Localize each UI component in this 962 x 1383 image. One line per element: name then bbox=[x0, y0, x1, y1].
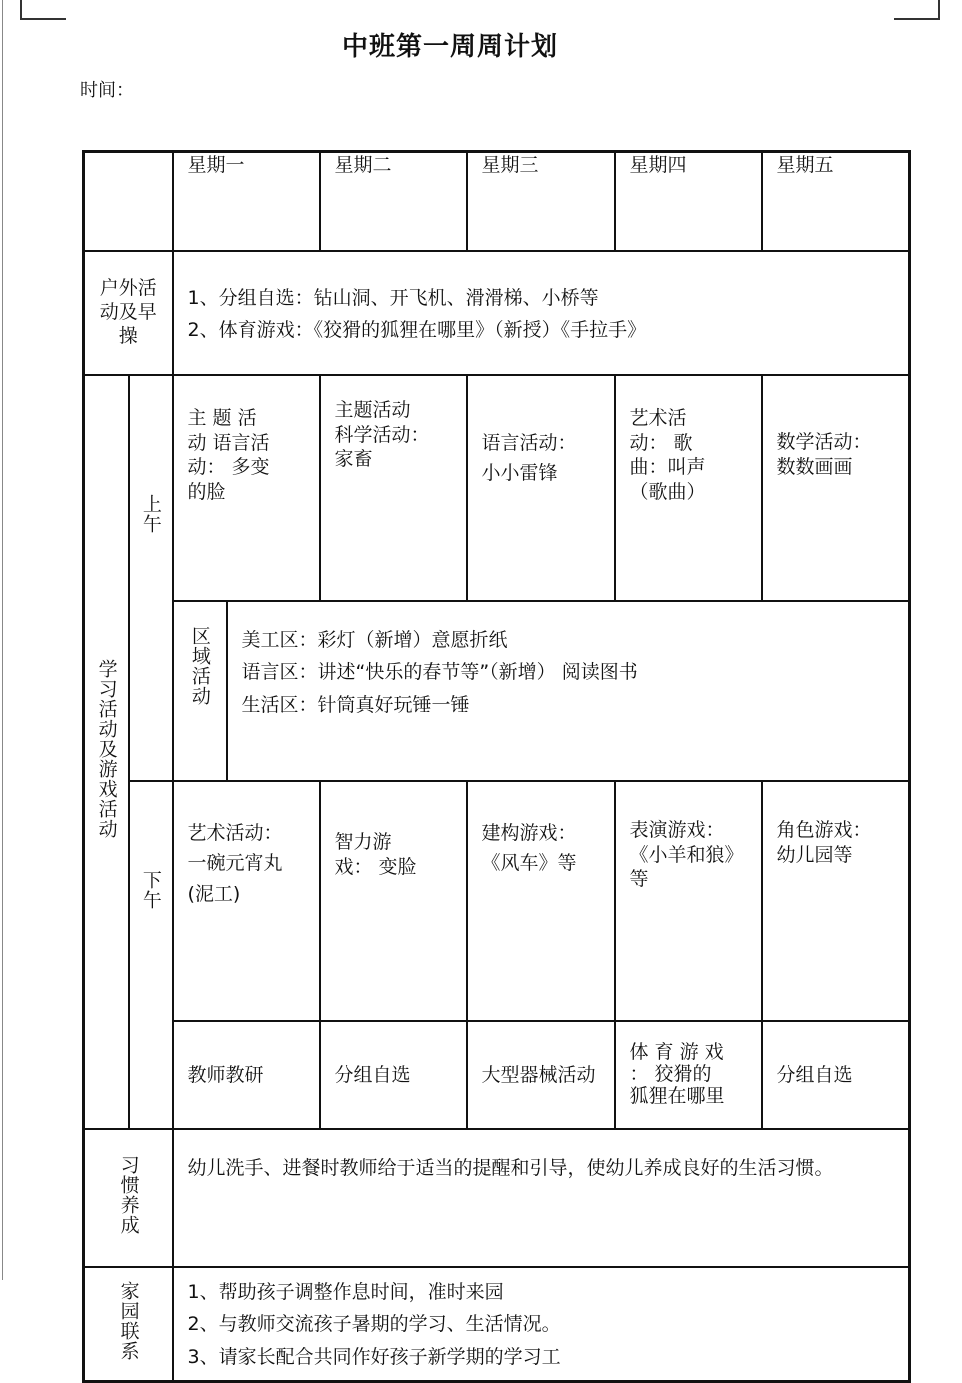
weekday-friday: 星期五 bbox=[762, 152, 910, 252]
page-title: 中班第一周周计划 bbox=[341, 32, 558, 62]
cell-line: 《小羊和狼》 bbox=[629, 843, 744, 866]
cell-line: 幼儿园等 bbox=[776, 843, 853, 866]
outdoor-label bbox=[84, 251, 173, 375]
morning-friday bbox=[762, 375, 910, 601]
afternoon2-thursday bbox=[615, 1021, 762, 1129]
weekly-plan-table bbox=[82, 150, 911, 1383]
crop-mark-top-left bbox=[20, 0, 66, 20]
cell-line: 艺术活 bbox=[629, 407, 687, 429]
outdoor-item: 2、体育游戏：《狡猾的狐狸在哪里》（新授）《手拉手》 bbox=[187, 319, 647, 341]
cell-line: 动： 歌 bbox=[629, 431, 693, 454]
afternoon2-friday bbox=[762, 1021, 910, 1129]
cell-line: 的脸 bbox=[187, 481, 226, 504]
afternoon-wednesday bbox=[467, 781, 615, 1021]
cell-line: 智力游 bbox=[334, 831, 392, 853]
morning-wednesday bbox=[467, 375, 615, 601]
home-item: 1、帮助孩子调整作息时间，准时来园 bbox=[187, 1281, 504, 1303]
afternoon-row bbox=[84, 781, 910, 1021]
morning-label-text: 上午 bbox=[139, 494, 162, 534]
weekday-tuesday: 星期二 bbox=[320, 152, 467, 252]
crop-mark-top-right bbox=[894, 0, 940, 20]
cell-line: 小小雷锋 bbox=[481, 462, 558, 485]
cell-line: 曲：叫声 bbox=[629, 456, 706, 479]
cell-line: 主题活动 bbox=[334, 399, 411, 421]
morning-row bbox=[84, 375, 910, 601]
cell-line: (泥工) bbox=[187, 882, 241, 905]
cell-line: 表演游戏： bbox=[629, 819, 725, 841]
outdoor-label-text: 户外活动及早操 bbox=[99, 277, 157, 347]
cell-line: 家畜 bbox=[334, 448, 373, 471]
habit-row bbox=[84, 1129, 910, 1267]
cell-line: 数学活动： bbox=[776, 431, 872, 453]
cell-line: 一碗元宵丸 bbox=[187, 852, 283, 875]
morning-monday bbox=[173, 375, 320, 601]
cell-line: ： 狡猾的 bbox=[629, 1063, 712, 1086]
cell-line: 体 育 游 戏 bbox=[629, 1041, 724, 1064]
region-activity-cell bbox=[173, 601, 910, 781]
region-label-text: 区域活动 bbox=[188, 626, 211, 706]
home-row bbox=[84, 1267, 910, 1382]
region-content bbox=[228, 602, 909, 780]
weekday-thursday: 星期四 bbox=[615, 152, 762, 252]
region-item: 美工区：彩灯（新增）意愿折纸 bbox=[241, 629, 508, 651]
afternoon2-tuesday bbox=[320, 1021, 467, 1129]
outdoor-row bbox=[84, 251, 910, 375]
cell-line: 动 语言活 bbox=[187, 431, 270, 454]
home-item: 3、请家长配合共同作好孩子新学期的学习工 bbox=[187, 1345, 561, 1368]
cell-line: 等 bbox=[629, 868, 649, 891]
learning-label-text: 学习活动及游戏活动 bbox=[95, 658, 118, 839]
cell-line: 建构游戏： bbox=[481, 822, 577, 844]
weekday-header-row bbox=[84, 152, 910, 252]
home-label bbox=[84, 1267, 173, 1382]
habit-label bbox=[84, 1129, 173, 1267]
afternoon2-row bbox=[84, 1021, 910, 1129]
cell-line: 主 题 活 bbox=[187, 407, 257, 429]
cell-line: （歌曲） bbox=[629, 481, 706, 504]
cell-line: 科学活动： bbox=[334, 423, 430, 446]
afternoon-thursday bbox=[615, 781, 762, 1021]
morning-tuesday bbox=[320, 375, 467, 601]
home-item: 2、与教师交流孩子暑期的学习、生活情况。 bbox=[187, 1313, 561, 1336]
home-label-text: 家园联系 bbox=[117, 1280, 140, 1361]
header-corner-cell bbox=[84, 152, 173, 252]
cell-line: 艺术活动： bbox=[187, 822, 283, 844]
cell-line: 《风车》等 bbox=[481, 852, 577, 875]
outdoor-content bbox=[173, 251, 910, 375]
habit-content: 幼儿洗手、进餐时教师给于适当的提醒和引导，使幼儿养成良好的生活习惯。 bbox=[173, 1129, 910, 1267]
morning-label bbox=[129, 375, 173, 781]
afternoon-label-text: 下午 bbox=[139, 870, 162, 910]
cell-line: 大型器械活动 bbox=[481, 1063, 596, 1086]
cell-line: 动： 多变 bbox=[187, 456, 270, 479]
home-content bbox=[173, 1267, 910, 1382]
cell-line: 数数画画 bbox=[776, 455, 853, 478]
cell-line: 角色游戏： bbox=[776, 819, 872, 841]
afternoon-friday bbox=[762, 781, 910, 1021]
region-row bbox=[84, 601, 910, 781]
cell-line: 狐狸在哪里 bbox=[629, 1084, 725, 1107]
page-edge bbox=[2, 0, 3, 1280]
learning-label bbox=[84, 375, 129, 1129]
region-item: 语言区：讲述“快乐的春节等”（新增） 阅读图书 bbox=[241, 661, 638, 684]
morning-thursday bbox=[615, 375, 762, 601]
region-item: 生活区：针筒真好玩锤一锤 bbox=[241, 693, 470, 716]
region-activity bbox=[174, 602, 909, 780]
weekday-monday: 星期一 bbox=[173, 152, 320, 252]
afternoon-tuesday bbox=[320, 781, 467, 1021]
outdoor-item: 1、分组自选：钻山洞、开飞机、滑滑梯、小桥等 bbox=[187, 286, 599, 309]
afternoon-monday bbox=[173, 781, 320, 1021]
afternoon2-monday bbox=[173, 1021, 320, 1129]
afternoon-label bbox=[129, 781, 173, 1129]
afternoon2-wednesday bbox=[467, 1021, 615, 1129]
cell-line: 教师教研 bbox=[187, 1063, 264, 1086]
weekday-wednesday: 星期三 bbox=[467, 152, 615, 252]
habit-label-text: 习惯养成 bbox=[117, 1154, 140, 1235]
time-label: 时间： bbox=[80, 80, 134, 101]
cell-line: 分组自选 bbox=[776, 1063, 853, 1086]
cell-line: 戏： 变脸 bbox=[334, 855, 417, 878]
cell-line: 语言活动： bbox=[481, 432, 577, 454]
region-label bbox=[174, 602, 228, 780]
cell-line: 分组自选 bbox=[334, 1063, 411, 1086]
